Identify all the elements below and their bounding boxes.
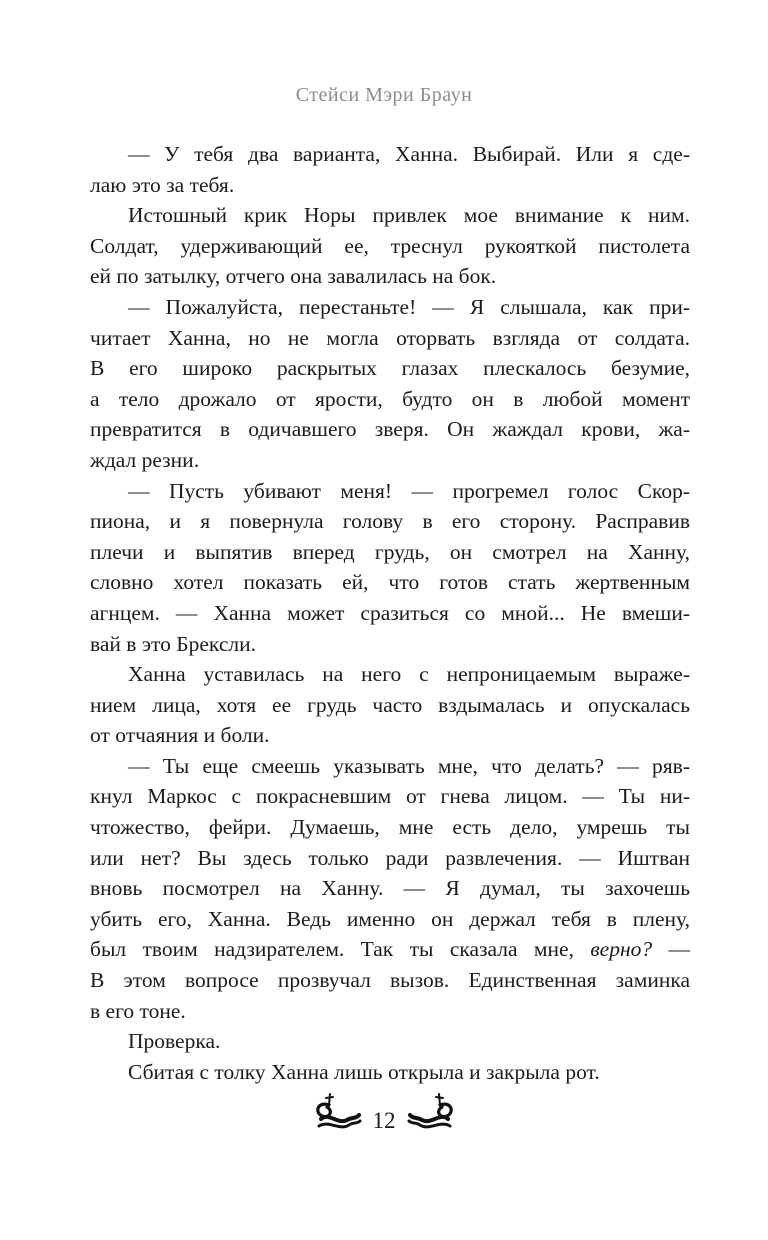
- text-line: лаю это за тебя.: [90, 172, 235, 197]
- running-header-author: Стейси Мэри Браун: [295, 84, 473, 106]
- paragraph: [90, 1057, 690, 1088]
- text-line: от отчаяния и боли.: [90, 723, 270, 748]
- page-number: 12: [372, 1107, 396, 1133]
- text-line: превратится в одичавшего зверя. Он жаждал крови, жа-: [90, 417, 690, 442]
- text-line: — Пусть убивают меня! — прогремел голос Скор-: [128, 478, 690, 503]
- paragraph: [90, 292, 690, 476]
- text-line: Сбитая с толку Ханна лишь открыла и закрыла рот.: [128, 1059, 600, 1084]
- text-line: чтожество, фейри. Думаешь, мне есть дело, умрешь ты: [90, 815, 690, 840]
- text-line: В этом вопросе прозвучал вызов. Единственная заминка: [90, 968, 690, 993]
- text-line: Ханна уставилась на него с непроницаемым выраже-: [128, 662, 690, 687]
- text-line: Солдат, удерживающий ее, треснул рукояткой пистолета: [90, 233, 690, 258]
- text-line: В его широко раскрытых глазах плескалось безумие,: [90, 356, 690, 381]
- text-line: нием лица, хотя ее грудь часто вздымалась и опускалась: [90, 692, 690, 717]
- page-footer: [0, 1092, 768, 1134]
- text-line: словно хотел показать ей, что готов стать жертвенным: [90, 570, 690, 595]
- text-line: — Ты еще смеешь указывать мне, что делать? — ряв-: [128, 753, 690, 778]
- text-line: был твоим надзирателем. Так ты сказала мне, верно? —: [90, 937, 690, 962]
- text-line: или нет? Вы здесь только ради развлечения. — Иштван: [90, 845, 690, 870]
- ribbon-dagger-flourish-left-icon: [313, 1092, 363, 1134]
- text-line: вновь посмотрел на Ханну. — Я думал, ты захочешь: [90, 876, 690, 901]
- paragraph: [90, 139, 690, 200]
- text-line: читает Ханна, но не могла оторвать взгляда от солдата.: [90, 325, 690, 350]
- text-line: пиона, и я повернула голову в его сторону. Расправив: [90, 509, 690, 534]
- text-line: плечи и выпятив вперед грудь, он смотрел на Ханну,: [90, 539, 690, 564]
- paragraph: [90, 751, 690, 1026]
- text-line: Истошный крик Норы привлек мое внимание к ним.: [128, 203, 690, 228]
- text-line: кнул Маркос с покрасневшим от гнева лицом. — Ты ни-: [90, 784, 690, 809]
- text-line: а тело дрожало от ярости, будто он в любой момент: [90, 386, 690, 411]
- text-block: [90, 139, 690, 1087]
- paragraph: [90, 476, 690, 660]
- text-line: в его тоне.: [90, 998, 186, 1023]
- paragraph: [90, 200, 690, 292]
- ribbon-dagger-flourish-right-icon: [406, 1092, 456, 1134]
- paragraph: [90, 1026, 690, 1057]
- text-line: Проверка.: [128, 1029, 221, 1054]
- text-line: ждал резни.: [90, 447, 200, 472]
- text-line: ей по затылку, отчего она завалилась на бок.: [90, 264, 497, 289]
- text-line: убить его, Ханна. Ведь именно он держал тебя в плену,: [90, 906, 690, 931]
- paragraph: [90, 659, 690, 751]
- text-line: — Пожалуйста, перестаньте! — Я слышала, как при-: [128, 294, 690, 319]
- text-line: — У тебя два варианта, Ханна. Выбирай. Или я сде-: [128, 142, 690, 166]
- text-line: агнцем. — Ханна может сразиться со мной... Не вмеши-: [90, 600, 690, 625]
- text-line: вай в это Брексли.: [90, 631, 256, 656]
